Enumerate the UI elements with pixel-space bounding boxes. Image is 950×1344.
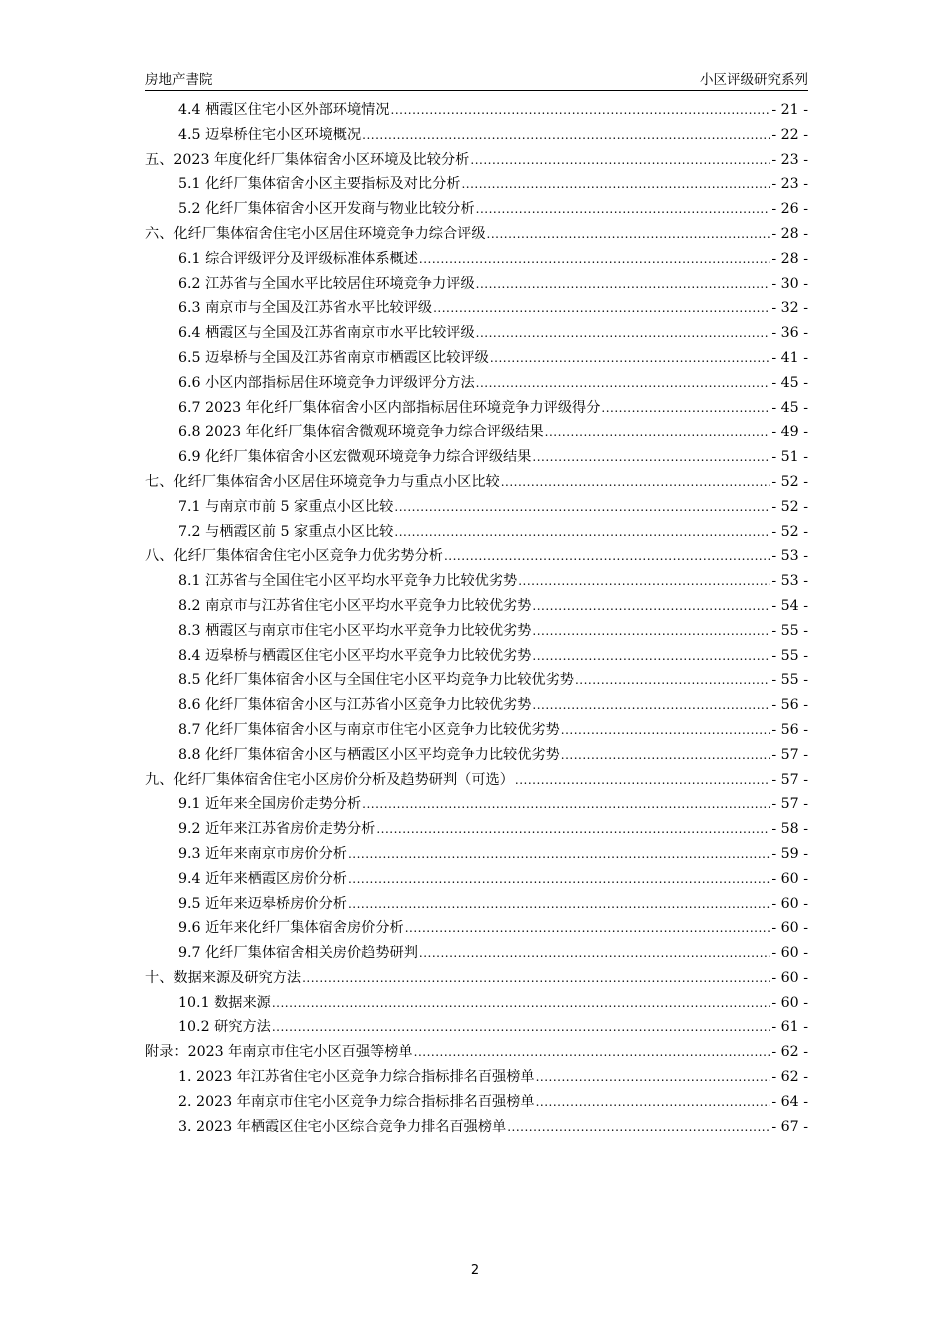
- toc-entry-title: 8.7 化纤厂集体宿舍小区与南京市住宅小区竞争力比较优劣势: [178, 721, 560, 738]
- toc-leader-dots: [362, 128, 770, 142]
- toc-entry-title: 9.2 近年来江苏省房价走势分析: [178, 821, 376, 838]
- toc-entry-title: 五、2023 年度化纤厂集体宿舍小区环境及比较分析: [145, 151, 470, 168]
- toc-leader-dots: [536, 1095, 771, 1109]
- toc-entry-page: - 32 -: [771, 300, 808, 317]
- toc-entry[interactable]: [145, 793, 808, 818]
- toc-entry[interactable]: [145, 570, 808, 595]
- toc-entry-page: - 64 -: [771, 1093, 808, 1110]
- toc-entry-page: - 52 -: [771, 498, 808, 515]
- toc-entry[interactable]: [145, 397, 808, 422]
- toc-entry-title: 8.1 江苏省与全国住宅小区平均水平竞争力比较优劣势: [178, 573, 518, 590]
- toc-entry[interactable]: [145, 1016, 808, 1041]
- toc-leader-dots: [532, 698, 770, 712]
- toc-entry[interactable]: [145, 1041, 808, 1066]
- toc-leader-dots: [405, 921, 771, 935]
- toc-entry-page: - 45 -: [771, 374, 808, 391]
- toc-entry-title: 9.4 近年来栖霞区房价分析: [178, 870, 347, 887]
- toc-entry-title: 八、化纤厂集体宿舍住宅小区竞争力优劣势分析: [145, 548, 443, 565]
- toc-leader-dots: [302, 971, 770, 985]
- toc-entry-title: 4.4 栖霞区住宅小区外部环境情况: [178, 102, 390, 118]
- toc-entry-page: - 59 -: [771, 845, 808, 862]
- toc-leader-dots: [532, 624, 770, 638]
- toc-entry-page: - 62 -: [771, 1069, 808, 1086]
- toc-entry-page: - 45 -: [771, 399, 808, 416]
- toc-entry[interactable]: [145, 719, 808, 744]
- toc-leader-dots: [348, 897, 770, 911]
- toc-entry[interactable]: [145, 496, 808, 521]
- toc-entry-title: 六、化纤厂集体宿舍住宅小区居住环境竞争力综合评级: [145, 225, 486, 242]
- toc-entry-page: - 53 -: [771, 548, 808, 565]
- toc-leader-dots: [376, 822, 770, 836]
- toc-entry[interactable]: [145, 769, 808, 794]
- toc-entry-title: 8.8 化纤厂集体宿舍小区与栖霞区小区平均竞争力比较优劣势: [178, 746, 560, 763]
- toc-leader-dots: [515, 773, 770, 787]
- toc-entry-title: 6.6 小区内部指标居住环境竞争力评级评分方法: [178, 374, 475, 391]
- toc-leader-dots: [536, 1070, 771, 1084]
- toc-leader-dots: [601, 401, 770, 415]
- toc-entry-page: - 61 -: [771, 1019, 808, 1036]
- toc-entry-title: 6.5 迈皋桥与全国及江苏省南京市栖霞区比较评级: [178, 349, 489, 366]
- toc-entry-title: 6.8 2023 年化纤厂集体宿舍微观环境竞争力综合评级结果: [178, 424, 544, 441]
- toc-entry-page: - 23 -: [771, 151, 808, 168]
- toc-leader-dots: [487, 227, 771, 241]
- toc-entry-page: - 60 -: [771, 994, 808, 1011]
- toc-entry-title: 9.3 近年来南京市房价分析: [178, 845, 347, 862]
- toc-leader-dots: [348, 872, 770, 886]
- toc-entry[interactable]: [145, 917, 808, 942]
- toc-entry-title: 8.3 栖霞区与南京市住宅小区平均水平竞争力比较优劣势: [178, 622, 532, 639]
- toc-leader-dots: [348, 847, 770, 861]
- toc-leader-dots: [476, 376, 771, 390]
- toc-entry-title: 8.4 迈皋桥与栖霞区住宅小区平均水平竞争力比较优劣势: [178, 647, 532, 664]
- toc-entry[interactable]: [145, 273, 808, 298]
- toc-entry[interactable]: [145, 124, 808, 149]
- toc-entry[interactable]: [145, 1116, 808, 1141]
- toc-entry-page: - 52 -: [771, 473, 808, 490]
- toc-entry-title: 2. 2023 年南京市住宅小区竞争力综合指标排名百强榜单: [178, 1093, 535, 1110]
- toc-leader-dots: [391, 103, 771, 117]
- toc-entry[interactable]: [145, 669, 808, 694]
- toc-entry[interactable]: [145, 297, 808, 322]
- toc-leader-dots: [507, 1120, 770, 1134]
- toc-entry[interactable]: [145, 843, 808, 868]
- toc-entry-page: - 28 -: [771, 225, 808, 242]
- toc-entry-page: - 22 -: [771, 126, 808, 143]
- toc-entry-title: 7.1 与南京市前 5 家重点小区比较: [178, 498, 394, 515]
- toc-entry-title: 7.2 与栖霞区前 5 家重点小区比较: [178, 523, 394, 540]
- toc-entry-page: - 28 -: [771, 250, 808, 267]
- toc-entry-title: 5.1 化纤厂集体宿舍小区主要指标及对比分析: [178, 176, 461, 193]
- toc-entry[interactable]: [145, 645, 808, 670]
- toc-leader-dots: [532, 450, 770, 464]
- toc-entry-page: - 51 -: [771, 449, 808, 466]
- toc-entry-title: 6.1 综合评级评分及评级标准体系概述: [178, 250, 418, 267]
- toc-leader-dots: [490, 351, 771, 365]
- header-publisher: 房地产書院: [145, 72, 213, 88]
- toc-entry-page: - 30 -: [771, 275, 808, 292]
- toc-entry-title: 9.1 近年来全国房价走势分析: [178, 796, 362, 813]
- toc-entry-title: 8.5 化纤厂集体宿舍小区与全国住宅小区平均竞争力比较优劣势: [178, 672, 574, 689]
- toc-leader-dots: [394, 525, 770, 539]
- toc-entry-title: 附录：2023 年南京市住宅小区百强等榜单: [145, 1044, 413, 1061]
- toc-leader-dots: [362, 797, 770, 811]
- toc-entry-title: 5.2 化纤厂集体宿舍小区开发商与物业比较分析: [178, 201, 475, 218]
- toc-entry[interactable]: [145, 1091, 808, 1116]
- toc-entry[interactable]: [145, 521, 808, 546]
- toc-entry[interactable]: [145, 868, 808, 893]
- toc-entry[interactable]: [145, 421, 808, 446]
- toc-leader-dots: [272, 996, 770, 1010]
- table-of-contents: [145, 99, 808, 1140]
- toc-entry-title: 十、数据来源及研究方法: [145, 969, 302, 986]
- toc-leader-dots: [476, 326, 771, 340]
- toc-entry-page: - 60 -: [771, 945, 808, 962]
- toc-entry[interactable]: [145, 942, 808, 967]
- toc-entry[interactable]: [145, 818, 808, 843]
- toc-leader-dots: [561, 723, 771, 737]
- toc-entry[interactable]: [145, 322, 808, 347]
- toc-entry-title: 8.2 南京市与江苏省住宅小区平均水平竞争力比较优劣势: [178, 597, 532, 614]
- toc-entry-title: 3. 2023 年栖霞区住宅小区综合竞争力排名百强榜单: [178, 1118, 507, 1135]
- toc-leader-dots: [444, 549, 770, 563]
- toc-entry[interactable]: [145, 446, 808, 471]
- toc-entry-page: - 21 -: [771, 102, 808, 118]
- toc-entry-page: - 54 -: [771, 597, 808, 614]
- toc-entry[interactable]: [145, 992, 808, 1017]
- toc-entry-page: - 60 -: [771, 895, 808, 912]
- toc-entry[interactable]: [145, 893, 808, 918]
- toc-entry-page: - 62 -: [771, 1044, 808, 1061]
- page-number: 2: [470, 1263, 480, 1278]
- toc-entry-title: 10.1 数据来源: [178, 994, 271, 1011]
- toc-entry[interactable]: [145, 149, 808, 174]
- toc-entry-title: 6.3 南京市与全国及江苏省水平比较评级: [178, 300, 433, 317]
- toc-entry[interactable]: [145, 471, 808, 496]
- toc-entry-title: 10.2 研究方法: [178, 1019, 271, 1036]
- toc-entry[interactable]: [145, 99, 808, 124]
- toc-entry[interactable]: [145, 1066, 808, 1091]
- toc-entry-page: - 60 -: [771, 870, 808, 887]
- toc-entry-title: 1. 2023 年江苏省住宅小区竞争力综合指标排名百强榜单: [178, 1069, 535, 1086]
- toc-leader-dots: [545, 425, 771, 439]
- toc-entry-page: - 26 -: [771, 201, 808, 218]
- toc-entry-page: - 53 -: [771, 573, 808, 590]
- toc-entry-page: - 57 -: [771, 771, 808, 788]
- toc-leader-dots: [501, 475, 771, 489]
- toc-entry[interactable]: [145, 967, 808, 992]
- toc-entry[interactable]: [145, 595, 808, 620]
- toc-entry-title: 七、化纤厂集体宿舍小区居住环境竞争力与重点小区比较: [145, 473, 500, 490]
- toc-leader-dots: [470, 153, 770, 167]
- toc-entry-page: - 56 -: [771, 697, 808, 714]
- header-series: 小区评级研究系列: [700, 72, 808, 88]
- toc-leader-dots: [419, 946, 770, 960]
- toc-entry[interactable]: [145, 223, 808, 248]
- toc-leader-dots: [561, 748, 771, 762]
- toc-entry[interactable]: [145, 620, 808, 645]
- toc-entry-title: 九、化纤厂集体宿舍住宅小区房价分析及趋势研判（可选）: [145, 771, 514, 788]
- toc-entry-page: - 60 -: [771, 920, 808, 937]
- toc-entry[interactable]: [145, 694, 808, 719]
- toc-entry-page: - 57 -: [771, 746, 808, 763]
- toc-entry[interactable]: [145, 744, 808, 769]
- toc-entry-title: 6.9 化纤厂集体宿舍小区宏微观环境竞争力综合评级结果: [178, 449, 532, 466]
- toc-entry-page: - 55 -: [771, 672, 808, 689]
- toc-entry[interactable]: [145, 545, 808, 570]
- toc-leader-dots: [394, 500, 770, 514]
- toc-entry-page: - 67 -: [771, 1118, 808, 1135]
- toc-leader-dots: [419, 252, 770, 266]
- toc-entry-page: - 58 -: [771, 821, 808, 838]
- toc-entry-page: - 55 -: [771, 647, 808, 664]
- toc-leader-dots: [532, 649, 770, 663]
- toc-leader-dots: [518, 574, 770, 588]
- toc-leader-dots: [476, 277, 771, 291]
- toc-entry-title: 9.6 近年来化纤厂集体宿舍房价分析: [178, 920, 404, 937]
- toc-entry-page: - 36 -: [771, 325, 808, 342]
- toc-entry[interactable]: [145, 173, 808, 198]
- toc-leader-dots: [532, 599, 770, 613]
- toc-entry-title: 6.4 栖霞区与全国及江苏省南京市水平比较评级: [178, 325, 475, 342]
- toc-entry[interactable]: [145, 248, 808, 273]
- toc-entry-title: 9.7 化纤厂集体宿舍相关房价趋势研判: [178, 945, 418, 962]
- toc-entry[interactable]: [145, 347, 808, 372]
- toc-entry-title: 6.2 江苏省与全国水平比较居住环境竞争力评级: [178, 275, 475, 292]
- toc-entry-page: - 23 -: [771, 176, 808, 193]
- page-header: [145, 66, 808, 91]
- toc-entry-page: - 49 -: [771, 424, 808, 441]
- toc-leader-dots: [575, 673, 770, 687]
- toc-leader-dots: [414, 1045, 771, 1059]
- toc-leader-dots: [461, 177, 770, 191]
- toc-entry[interactable]: [145, 372, 808, 397]
- toc-leader-dots: [476, 202, 771, 216]
- toc-entry-page: - 41 -: [771, 349, 808, 366]
- toc-leader-dots: [272, 1020, 770, 1034]
- toc-entry-page: - 55 -: [771, 622, 808, 639]
- toc-leader-dots: [433, 301, 770, 315]
- toc-entry-page: - 56 -: [771, 721, 808, 738]
- toc-entry-title: 4.5 迈皋桥住宅小区环境概况: [178, 126, 362, 143]
- toc-entry-page: - 57 -: [771, 796, 808, 813]
- toc-entry[interactable]: [145, 198, 808, 223]
- toc-entry-page: - 52 -: [771, 523, 808, 540]
- toc-entry-title: 9.5 近年来迈皋桥房价分析: [178, 895, 347, 912]
- toc-entry-title: 8.6 化纤厂集体宿舍小区与江苏省小区竞争力比较优劣势: [178, 697, 532, 714]
- toc-entry-page: - 60 -: [771, 969, 808, 986]
- toc-entry-title: 6.7 2023 年化纤厂集体宿舍小区内部指标居住环境竞争力评级得分: [178, 399, 601, 416]
